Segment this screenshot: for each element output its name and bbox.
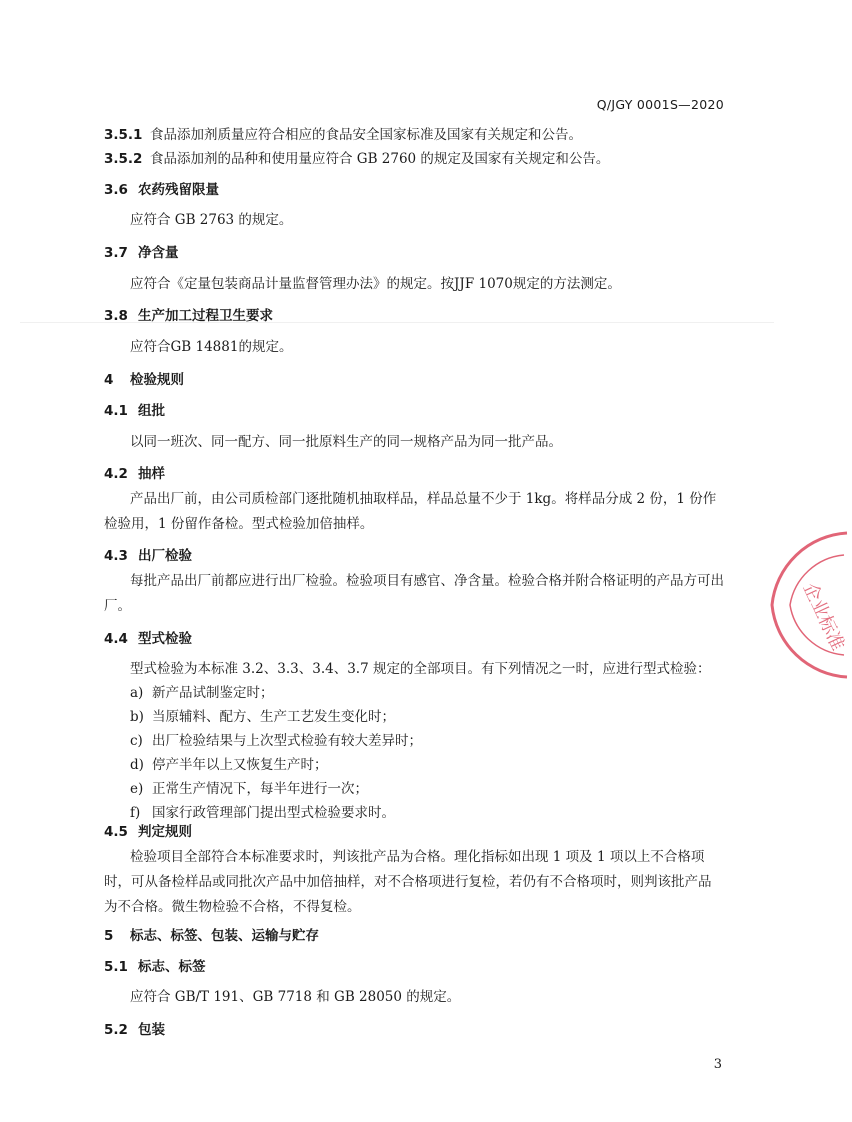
section-number: 5 bbox=[104, 928, 114, 944]
section-heading-4-1 bbox=[104, 399, 165, 419]
section-heading-4-3 bbox=[104, 544, 192, 564]
section-body-4-3: 每批产品出厂前都应进行出厂检验。检验项目有感官、净含量。检验合格并附合格证明的产品方可出厂。 bbox=[104, 573, 724, 614]
document-code: Q/JGY 0001S—2020 bbox=[596, 97, 724, 112]
list-item bbox=[130, 777, 368, 797]
list-marker: a) bbox=[130, 685, 144, 701]
section-body-3-7: 应符合《定量包装商品计量监督管理办法》的规定。按JJF 1070规定的方法测定。 bbox=[130, 276, 621, 292]
section-heading-5 bbox=[104, 924, 319, 944]
section-title: 农药残留限量 bbox=[138, 182, 219, 198]
clause-3-5-2 bbox=[104, 147, 609, 167]
section-number: 4 bbox=[104, 372, 114, 388]
section-number: 5.1 bbox=[104, 959, 128, 975]
list-text: 正常生产情况下，每半年进行一次； bbox=[152, 781, 368, 797]
red-seal-stamp bbox=[762, 525, 852, 685]
list-item bbox=[130, 729, 422, 749]
clause-number: 3.5.2 bbox=[104, 151, 143, 167]
section-heading-5-2 bbox=[104, 1018, 165, 1038]
clause-3-5-1 bbox=[104, 123, 582, 143]
section-intro-4-4: 型式检验为本标准 3.2、3.3、3.4、3.7 规定的全部项目。有下列情况之一时，应进行型式检验： bbox=[130, 661, 711, 677]
section-heading-5-1 bbox=[104, 955, 206, 975]
section-body-4-2: 产品出厂前，由公司质检部门逐批随机抽取样品，样品总量不少于 1kg。将样品分成 2 份，1 份作检验用，1 份留作备检。型式检验加倍抽样。 bbox=[104, 491, 717, 532]
section-title: 检验规则 bbox=[130, 372, 184, 388]
list-marker: e) bbox=[130, 781, 144, 797]
list-text: 新产品试制鉴定时； bbox=[152, 685, 274, 701]
section-heading-3-6 bbox=[104, 178, 219, 198]
section-body-3-8: 应符合GB 14881的规定。 bbox=[130, 339, 293, 355]
list-text: 国家行政管理部门提出型式检验要求时。 bbox=[152, 805, 395, 821]
section-title: 标志、标签 bbox=[138, 959, 206, 975]
section-heading-4-5 bbox=[104, 820, 192, 840]
list-item bbox=[130, 753, 328, 773]
section-body-5-1: 应符合 GB/T 191、GB 7718 和 GB 28050 的规定。 bbox=[130, 989, 461, 1005]
page-number: 3 bbox=[713, 1057, 722, 1072]
section-title: 组批 bbox=[138, 403, 165, 419]
section-body-4-1: 以同一班次、同一配方、同一批原料生产的同一规格产品为同一批产品。 bbox=[130, 434, 562, 450]
list-item bbox=[130, 681, 274, 701]
section-title: 生产加工过程卫生要求 bbox=[138, 308, 273, 324]
section-number: 4.1 bbox=[104, 403, 128, 419]
section-heading-3-8 bbox=[104, 304, 273, 324]
clause-text: 食品添加剂质量应符合相应的食品安全国家标准及国家有关规定和公告。 bbox=[150, 127, 582, 143]
list-text: 停产半年以上又恢复生产时； bbox=[152, 757, 328, 773]
section-title: 抽样 bbox=[138, 466, 165, 482]
clause-number: 3.5.1 bbox=[104, 127, 143, 143]
list-marker: f) bbox=[130, 805, 141, 821]
section-heading-4-4 bbox=[104, 627, 192, 647]
section-title: 出厂检验 bbox=[138, 548, 192, 564]
section-body-3-6: 应符合 GB 2763 的规定。 bbox=[130, 212, 293, 228]
section-title: 型式检验 bbox=[138, 631, 192, 647]
list-marker: c) bbox=[130, 733, 143, 749]
section-heading-3-7 bbox=[104, 241, 179, 261]
list-item bbox=[130, 801, 395, 821]
section-number: 4.4 bbox=[104, 631, 128, 647]
section-heading-4 bbox=[104, 368, 184, 388]
list-text: 当原辅料、配方、生产工艺发生变化时； bbox=[152, 709, 395, 725]
clause-text: 食品添加剂的品种和使用量应符合 GB 2760 的规定及国家有关规定和公告。 bbox=[150, 151, 610, 167]
section-number: 4.5 bbox=[104, 824, 128, 840]
section-title: 净含量 bbox=[138, 245, 179, 261]
section-title: 标志、标签、包装、运输与贮存 bbox=[130, 928, 319, 944]
section-body-4-5: 检验项目全部符合本标准要求时，判该批产品为合格。理化指标如出现 1 项及 1 项以上不合格项时，可从备检样品或同批次产品中加倍抽样，对不合格项进行复检，若仍有不合格项时，则判该批产品为不合格。微生物检验不合格，不得复检。 bbox=[104, 849, 712, 915]
section-title: 包装 bbox=[138, 1022, 165, 1038]
list-marker: b) bbox=[130, 709, 144, 725]
section-number: 3.7 bbox=[104, 245, 128, 261]
section-number: 3.8 bbox=[104, 308, 128, 324]
list-marker: d) bbox=[130, 757, 144, 773]
section-number: 3.6 bbox=[104, 182, 128, 198]
seal-text: 企业标准 bbox=[798, 579, 849, 654]
section-heading-4-2 bbox=[104, 462, 165, 482]
section-number: 4.3 bbox=[104, 548, 128, 564]
section-number: 4.2 bbox=[104, 466, 128, 482]
list-item bbox=[130, 705, 395, 725]
list-text: 出厂检验结果与上次型式检验有较大差异时； bbox=[152, 733, 422, 749]
section-title: 判定规则 bbox=[138, 824, 192, 840]
section-number: 5.2 bbox=[104, 1022, 128, 1038]
